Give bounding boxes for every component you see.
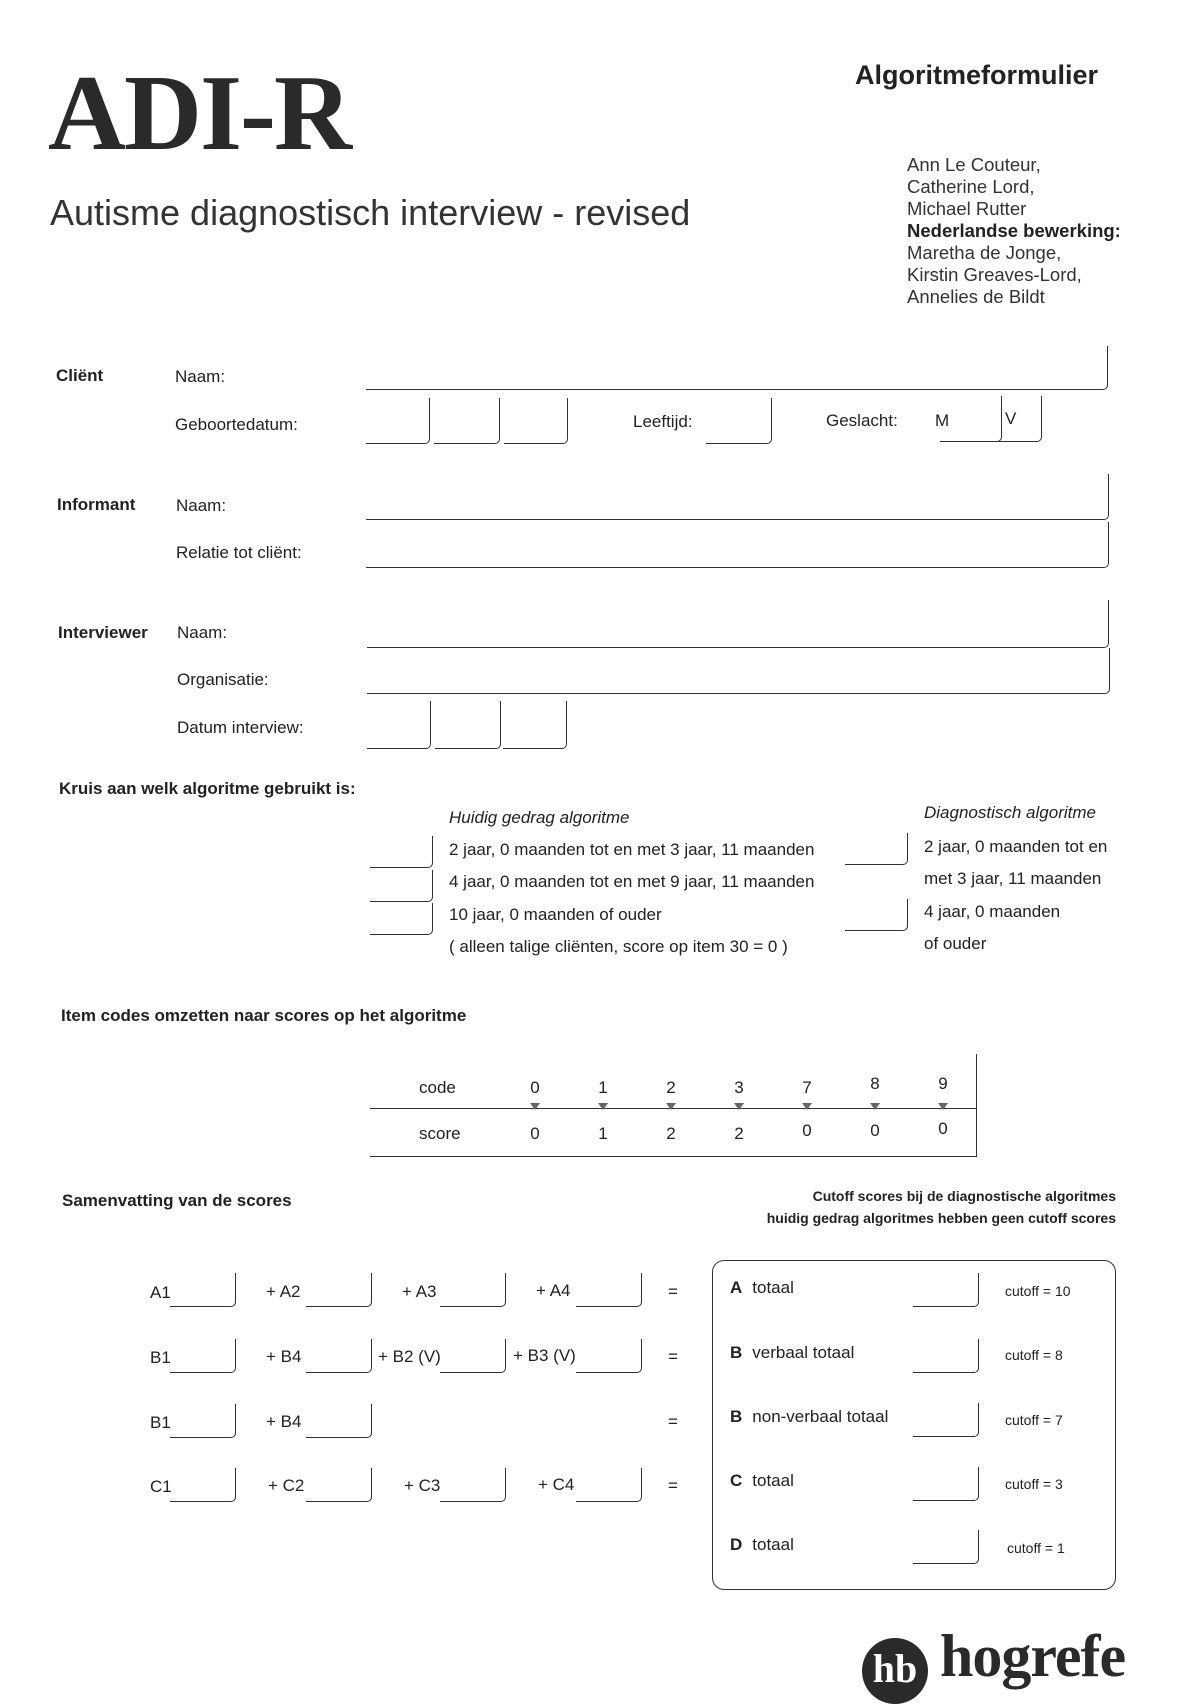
score-value: 2	[666, 1124, 676, 1143]
total-field-c[interactable]	[913, 1467, 979, 1501]
diag-option-label-1b: met 3 jaar, 11 maanden	[924, 869, 1102, 888]
client-name-field[interactable]	[366, 346, 1108, 390]
current-option-checkbox-1[interactable]	[370, 836, 433, 868]
score-field-c4[interactable]	[576, 1468, 642, 1502]
adaptation-label: Nederlandse bewerking:	[907, 220, 1121, 241]
dob-year-field[interactable]	[504, 398, 568, 444]
current-option-checkbox-2[interactable]	[370, 870, 433, 902]
code-row-label: code	[419, 1078, 456, 1097]
score-label-a2: + A2	[266, 1282, 301, 1301]
score-field-b4-nv[interactable]	[306, 1404, 372, 1438]
total-name-b-verbal: verbaal totaal	[752, 1343, 855, 1362]
adapter: Maretha de Jonge,	[907, 242, 1062, 263]
score-field-a4[interactable]	[576, 1273, 642, 1307]
arrow-down-icon	[938, 1103, 948, 1110]
age-field[interactable]	[706, 398, 772, 444]
author: Ann Le Couteur,	[907, 154, 1041, 175]
score-field-a2[interactable]	[306, 1273, 372, 1307]
form-title: Algoritmeformulier	[855, 60, 1099, 90]
code-value: 1	[598, 1078, 608, 1097]
algorithm-question: Kruis aan welk algoritme gebruikt is:	[59, 779, 356, 798]
code-value: 7	[802, 1078, 812, 1097]
diag-option-label-1a: 2 jaar, 0 maanden tot en	[924, 837, 1108, 856]
client-dob-label: Geboortedatum:	[175, 415, 298, 434]
total-name-b-nonverbal: non-verbaal totaal	[752, 1407, 889, 1426]
arrow-down-icon	[666, 1103, 676, 1110]
adapter: Annelies de Bildt	[907, 286, 1045, 307]
total-letter-b-verbal: B	[730, 1343, 743, 1362]
total-label-d	[730, 1535, 794, 1555]
informant-section-label: Informant	[57, 495, 136, 514]
score-label-b1-nv: B1	[150, 1413, 171, 1432]
cutoff-header	[636, 1185, 1116, 1229]
total-field-a[interactable]	[913, 1273, 979, 1307]
hogrefe-mark-icon: hb	[862, 1638, 928, 1704]
organisation-label: Organisatie:	[177, 670, 269, 689]
diag-option-checkbox-1[interactable]	[845, 833, 908, 865]
current-option-note: ( alleen talige cliënten, score op item 30 = 0 )	[449, 937, 788, 956]
total-field-b-verbal[interactable]	[913, 1339, 979, 1373]
summary-title: Samenvatting van de scores	[62, 1191, 292, 1210]
current-option-label-2: 4 jaar, 0 maanden tot en met 9 jaar, 11 maanden	[449, 872, 815, 891]
current-option-label-1: 2 jaar, 0 maanden tot en met 3 jaar, 11 maanden	[449, 840, 815, 859]
score-label-b4: + B4	[266, 1347, 302, 1366]
gender-label: Geslacht:	[826, 411, 898, 430]
code-table-edge	[976, 1054, 977, 1157]
code-value: 3	[734, 1078, 744, 1097]
relation-label: Relatie tot cliënt:	[176, 543, 302, 562]
score-label-b2v: + B2 (V)	[378, 1347, 441, 1366]
dob-month-field[interactable]	[434, 398, 500, 444]
gender-v-label: V	[1005, 409, 1017, 428]
score-value: 0	[938, 1119, 948, 1138]
score-field-b3v[interactable]	[576, 1339, 642, 1373]
cutoff-value-b-nonverbal: cutoff = 7	[1005, 1412, 1063, 1428]
score-field-a3[interactable]	[440, 1273, 506, 1307]
author: Catherine Lord,	[907, 176, 1035, 197]
gender-m-label: M	[935, 411, 950, 430]
arrow-down-icon	[870, 1103, 880, 1110]
total-field-d[interactable]	[913, 1530, 979, 1564]
total-label-b-nonverbal	[730, 1407, 888, 1427]
total-label-b-verbal	[730, 1343, 854, 1363]
cutoff-value-d: cutoff = 1	[1007, 1540, 1065, 1556]
score-value: 0	[802, 1121, 812, 1140]
client-name-label: Naam:	[175, 367, 226, 386]
score-field-c2[interactable]	[306, 1468, 372, 1502]
code-value: 2	[666, 1078, 676, 1097]
score-field-a1[interactable]	[170, 1273, 236, 1307]
score-field-c3[interactable]	[440, 1468, 506, 1502]
score-value: 2	[734, 1124, 744, 1143]
score-label-a3: + A3	[402, 1282, 437, 1301]
score-row-label: score	[419, 1124, 461, 1143]
score-field-b1-nv[interactable]	[170, 1404, 236, 1438]
interview-date-year-field[interactable]	[503, 701, 567, 749]
total-letter-b-nonverbal: B	[730, 1407, 743, 1426]
total-field-b-nonverbal[interactable]	[913, 1403, 979, 1437]
age-label: Leeftijd:	[633, 412, 693, 431]
adapter: Kirstin Greaves-Lord,	[907, 264, 1082, 285]
score-label-c2: + C2	[268, 1476, 305, 1495]
authors-block	[907, 154, 1121, 308]
total-name-a: totaal	[752, 1278, 794, 1297]
code-table-bottom	[370, 1156, 977, 1157]
total-name-d: totaal	[752, 1535, 794, 1554]
total-letter-d: D	[730, 1535, 743, 1554]
score-value: 0	[870, 1121, 880, 1140]
cutoff-value-b-verbal: cutoff = 8	[1005, 1347, 1063, 1363]
code-value: 9	[938, 1074, 948, 1093]
score-field-b4[interactable]	[306, 1339, 372, 1373]
code-value: 0	[530, 1078, 540, 1097]
interview-date-month-field[interactable]	[435, 701, 501, 749]
score-label-b4-nv: + B4	[266, 1412, 302, 1431]
equals-sign: =	[668, 1476, 678, 1495]
equals-sign: =	[668, 1412, 678, 1431]
score-field-b2v[interactable]	[440, 1339, 506, 1373]
organisation-field[interactable]	[367, 648, 1110, 694]
arrow-down-icon	[530, 1103, 540, 1110]
current-algorithm-title: Huidig gedrag algoritme	[449, 808, 630, 827]
total-letter-a: A	[730, 1278, 743, 1297]
total-label-c	[730, 1471, 794, 1491]
code-value: 8	[870, 1074, 880, 1093]
arrow-down-icon	[598, 1103, 608, 1110]
score-label-a4: + A4	[536, 1281, 571, 1300]
interviewer-section-label: Interviewer	[58, 623, 148, 642]
diag-option-label-2b: of ouder	[924, 934, 987, 953]
equals-sign: =	[668, 1347, 678, 1366]
informant-name-label: Naam:	[176, 496, 227, 515]
score-label-b1: B1	[150, 1348, 171, 1367]
conversion-title: Item codes omzetten naar scores op het algoritme	[61, 1006, 467, 1025]
interviewer-name-field[interactable]	[367, 600, 1109, 648]
current-option-label-3: 10 jaar, 0 maanden of ouder	[449, 905, 662, 924]
arrow-down-icon	[802, 1103, 812, 1110]
interview-date-day-field[interactable]	[367, 701, 431, 749]
interview-date-label: Datum interview:	[177, 718, 304, 737]
total-label-a	[730, 1278, 794, 1298]
equals-sign: =	[668, 1282, 678, 1301]
author: Michael Rutter	[907, 198, 1027, 219]
total-letter-c: C	[730, 1471, 743, 1490]
publisher-logo: hogrefe	[940, 1623, 1126, 1689]
score-label-c1: C1	[150, 1477, 172, 1496]
score-field-c1[interactable]	[170, 1468, 236, 1502]
client-section-label: Cliënt	[56, 366, 104, 385]
cutoff-header-line-2: huidig gedrag algoritmes hebben geen cutoff scores	[766, 1210, 1116, 1226]
diag-option-checkbox-2[interactable]	[845, 899, 908, 931]
diagnostic-algorithm-title: Diagnostisch algoritme	[924, 803, 1096, 822]
dob-day-field[interactable]	[366, 398, 430, 444]
score-value: 0	[530, 1124, 540, 1143]
score-label-a1: A1	[150, 1283, 171, 1302]
cutoff-value-c: cutoff = 3	[1005, 1476, 1063, 1492]
interviewer-name-label: Naam:	[177, 623, 228, 642]
score-label-c3: + C3	[404, 1476, 441, 1495]
diag-option-label-2a: 4 jaar, 0 maanden	[924, 902, 1061, 921]
informant-name-field[interactable]	[366, 474, 1109, 520]
cutoff-header-line-1: Cutoff scores bij de diagnostische algoritmes	[812, 1188, 1116, 1204]
score-value: 1	[598, 1124, 608, 1143]
current-option-checkbox-3[interactable]	[370, 903, 433, 935]
total-name-c: totaal	[752, 1471, 794, 1490]
adi-r-logo: ADI-R	[48, 54, 350, 173]
arrow-down-icon	[734, 1103, 744, 1110]
score-label-b3v: + B3 (V)	[513, 1346, 576, 1365]
score-label-c4: + C4	[538, 1475, 575, 1494]
cutoff-value-a: cutoff = 10	[1005, 1283, 1071, 1299]
subtitle: Autisme diagnostisch interview - revised	[50, 192, 691, 233]
relation-field[interactable]	[366, 522, 1109, 568]
score-field-b1[interactable]	[170, 1339, 236, 1373]
